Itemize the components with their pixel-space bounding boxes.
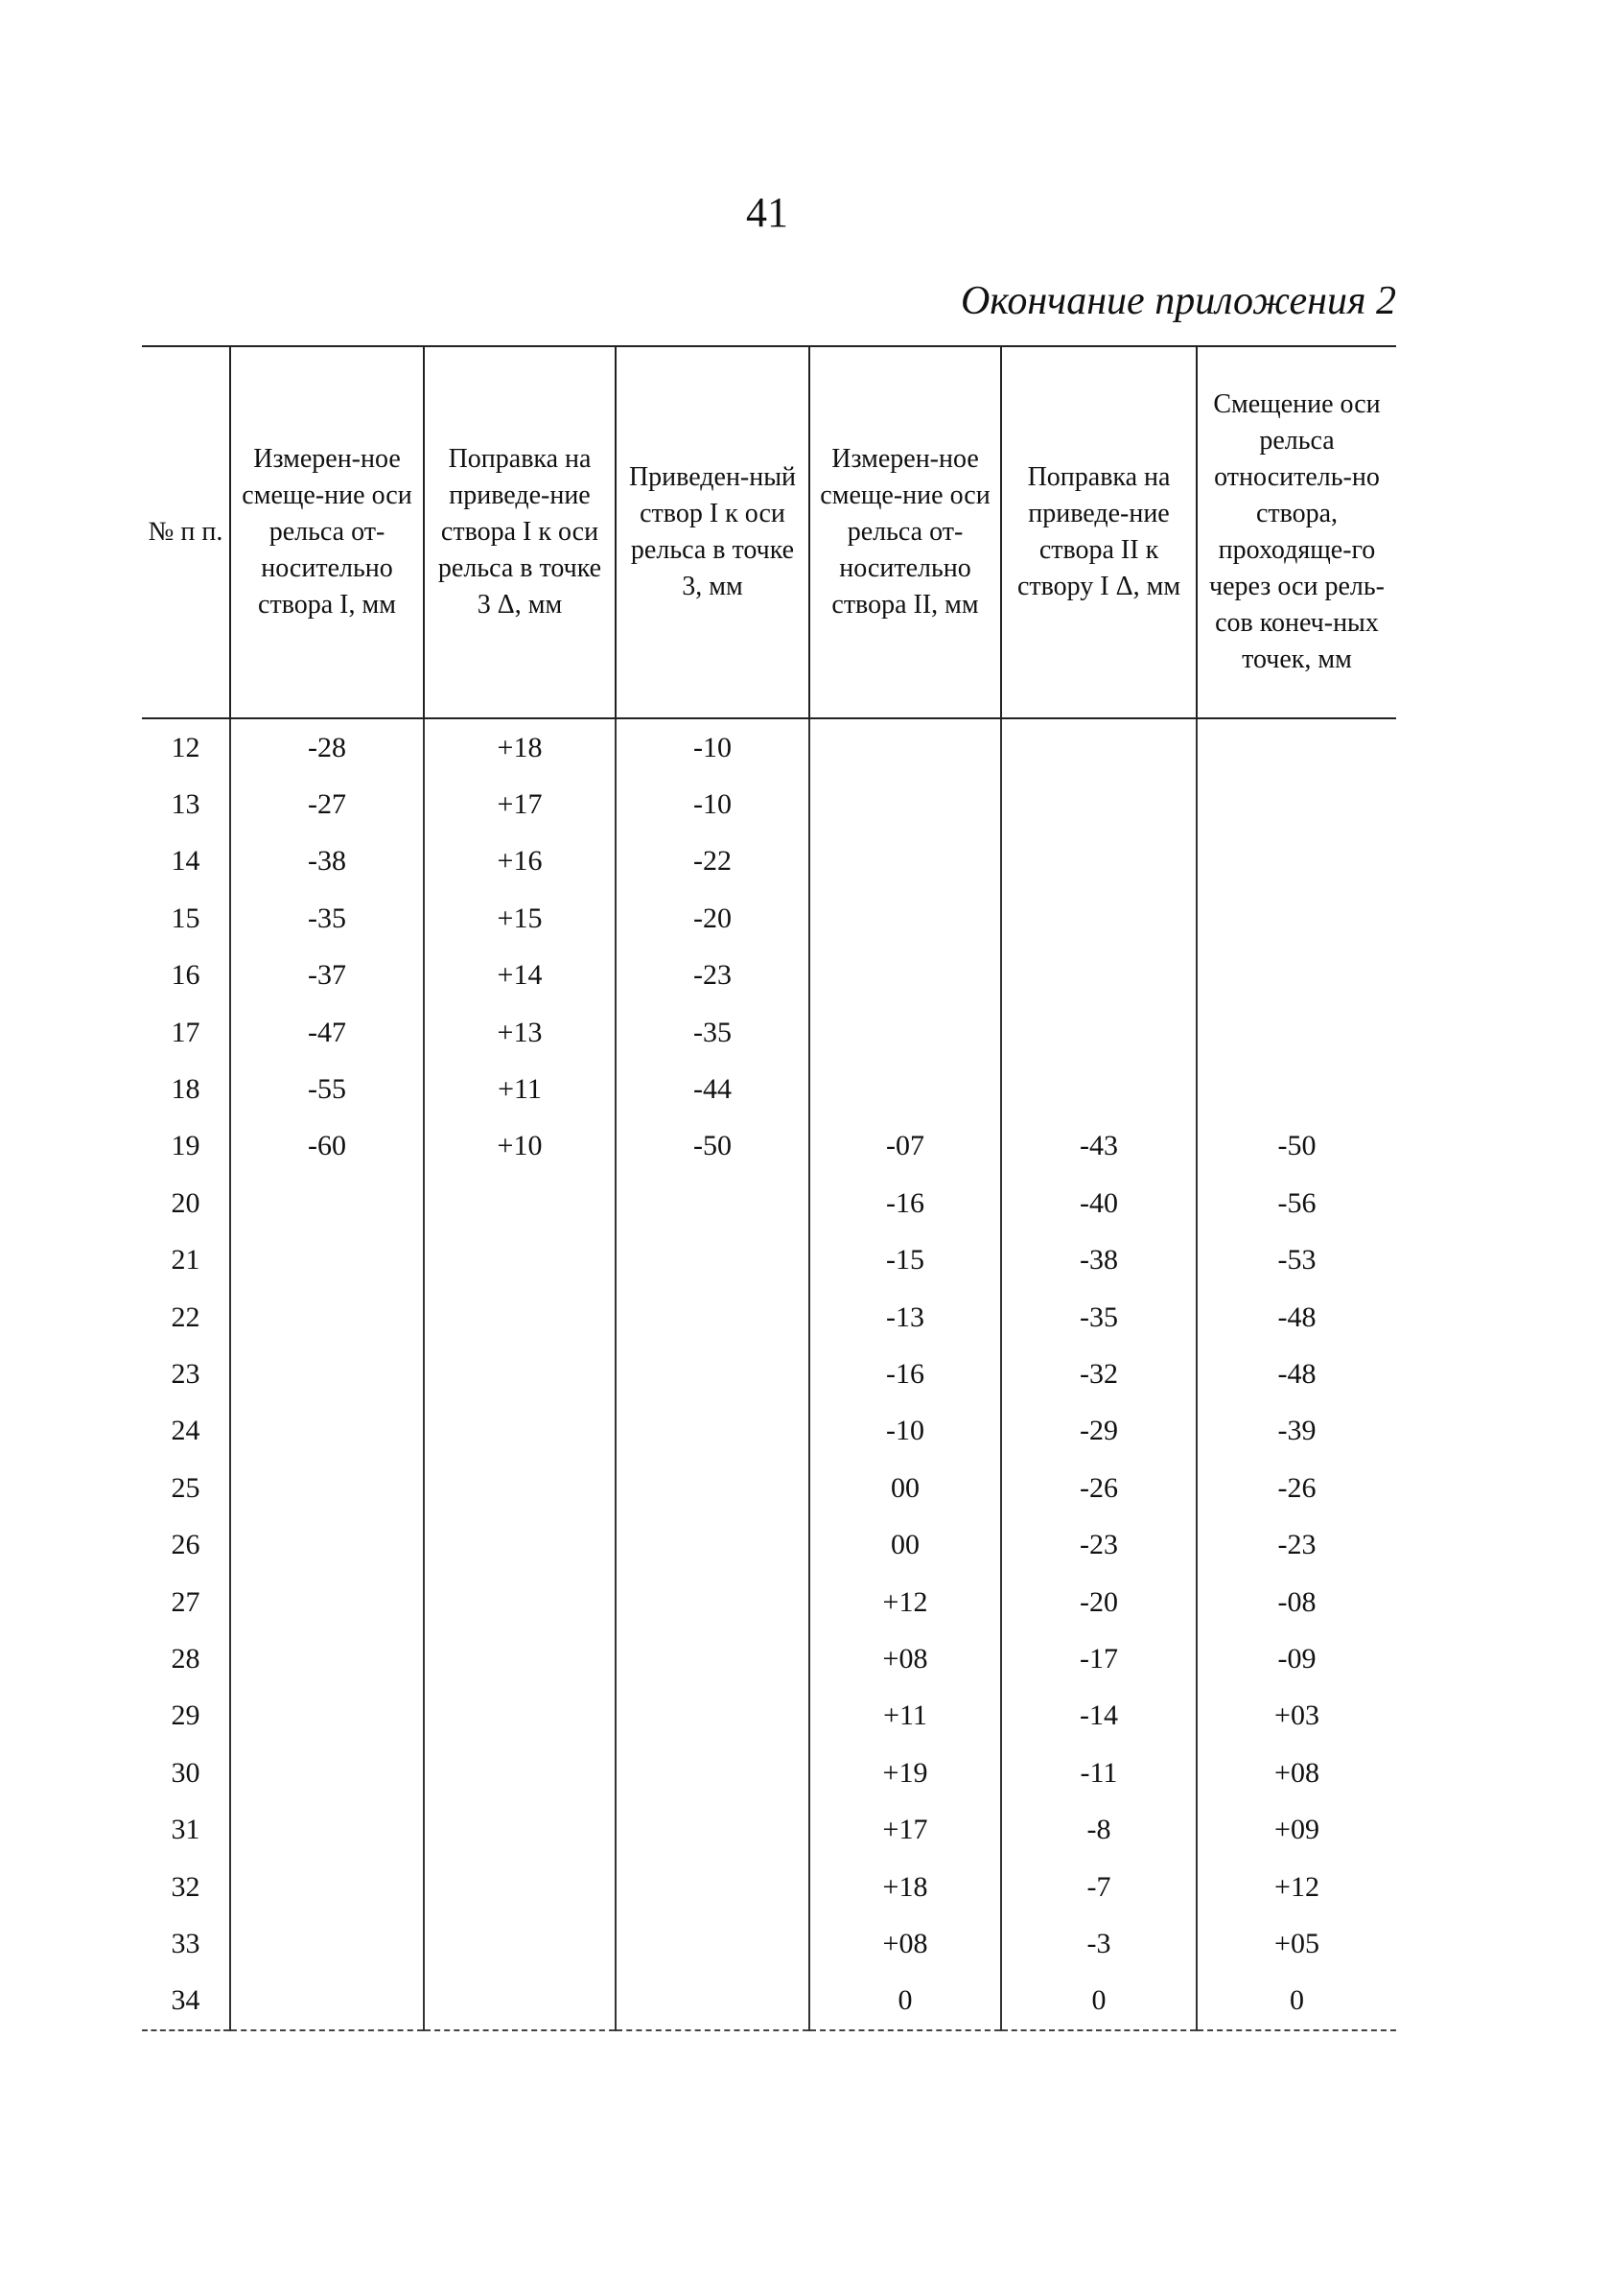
table-cell — [230, 1516, 424, 1573]
table-cell — [1197, 1061, 1396, 1117]
table-cell: -26 — [1001, 1460, 1197, 1516]
table-row — [142, 1232, 1396, 1289]
table-row — [142, 1801, 1396, 1858]
table-cell: -10 — [809, 1403, 1001, 1460]
table-cell: -07 — [809, 1118, 1001, 1175]
table-cell: +09 — [1197, 1801, 1396, 1858]
table-cell — [424, 1915, 616, 1972]
table-row — [142, 718, 1396, 776]
table-cell: -11 — [1001, 1745, 1197, 1801]
table-cell — [616, 1289, 809, 1346]
table-cell — [616, 1232, 809, 1289]
table-cell: -55 — [230, 1061, 424, 1117]
table-cell: -17 — [1001, 1630, 1197, 1687]
table-cell: -38 — [230, 833, 424, 890]
table-cell — [616, 1403, 809, 1460]
table-cell: 27 — [171, 1585, 200, 1618]
table-cell — [230, 1460, 424, 1516]
table-row — [142, 833, 1396, 890]
table-cell: -26 — [1197, 1460, 1396, 1516]
table-cell: -8 — [1001, 1801, 1197, 1858]
table-cell — [230, 1403, 424, 1460]
table-cell: 31 — [171, 1814, 200, 1846]
table-cell: 19 — [171, 1130, 200, 1162]
table-cell — [616, 1630, 809, 1687]
table-row — [142, 1118, 1396, 1175]
table-cell: -08 — [1197, 1574, 1396, 1630]
table-cell: -39 — [1197, 1403, 1396, 1460]
table-cell: -38 — [1001, 1232, 1197, 1289]
table-cell: 18 — [171, 1073, 200, 1106]
table-cell — [616, 1516, 809, 1573]
header-row-number: № п п. — [142, 346, 230, 718]
table-cell: +15 — [424, 890, 616, 947]
table-cell: -37 — [230, 948, 424, 1004]
table-cell — [230, 1973, 424, 2030]
table-cell — [230, 1175, 424, 1231]
table-cell: +08 — [809, 1915, 1001, 1972]
table-cell: 00 — [809, 1460, 1001, 1516]
table-cell: +16 — [424, 833, 616, 890]
table-cell — [1001, 776, 1197, 832]
table-cell — [616, 1346, 809, 1402]
table-cell: -14 — [1001, 1688, 1197, 1745]
table-row — [142, 1004, 1396, 1061]
table-cell: -22 — [616, 833, 809, 890]
table-cell — [809, 776, 1001, 832]
table-cell — [616, 1688, 809, 1745]
table-cell — [230, 1801, 424, 1858]
table-row — [142, 1915, 1396, 1972]
table-cell: +18 — [424, 718, 616, 776]
table-cell — [230, 1630, 424, 1687]
table-cell: -43 — [1001, 1118, 1197, 1175]
table-cell: +03 — [1197, 1688, 1396, 1745]
table-cell: +11 — [809, 1688, 1001, 1745]
table-row — [142, 1460, 1396, 1516]
table-cell — [424, 1516, 616, 1573]
table-cell: 24 — [171, 1415, 200, 1447]
table-cell: -53 — [1197, 1232, 1396, 1289]
table-cell: -23 — [1001, 1516, 1197, 1573]
table-row — [142, 1175, 1396, 1231]
table-cell — [230, 1346, 424, 1402]
table-cell — [230, 1232, 424, 1289]
table-cell: -35 — [616, 1004, 809, 1061]
table-cell — [809, 833, 1001, 890]
table-cell — [424, 1973, 616, 2030]
table-cell: -32 — [1001, 1346, 1197, 1402]
table-cell: 17 — [171, 1016, 200, 1048]
table-cell: -15 — [809, 1232, 1001, 1289]
table-cell: -3 — [1001, 1915, 1197, 1972]
table-cell — [1001, 1061, 1197, 1117]
table-cell: +18 — [809, 1859, 1001, 1915]
table-row — [142, 1346, 1396, 1402]
table-cell — [230, 1859, 424, 1915]
table-row — [142, 1289, 1396, 1346]
table-cell: 20 — [171, 1186, 200, 1219]
table-cell — [1001, 718, 1197, 776]
table-cell: -29 — [1001, 1403, 1197, 1460]
table-cell: -16 — [809, 1346, 1001, 1402]
table-cell: 13 — [171, 788, 200, 821]
table-cell: 32 — [171, 1870, 200, 1903]
header-correction-1: Поправка на приведе-ние створа I к оси рельса в точке 3 Δ, мм — [424, 346, 616, 718]
table-cell — [424, 1859, 616, 1915]
table-cell: -60 — [230, 1118, 424, 1175]
table-cell: -44 — [616, 1061, 809, 1117]
table-cell: -09 — [1197, 1630, 1396, 1687]
table-cell: 15 — [171, 902, 200, 934]
table-cell — [616, 1745, 809, 1801]
table-cell — [809, 1004, 1001, 1061]
table-cell: +14 — [424, 948, 616, 1004]
table-cell: -56 — [1197, 1175, 1396, 1231]
table-cell — [424, 1403, 616, 1460]
table-cell — [809, 948, 1001, 1004]
table-cell: -20 — [1001, 1574, 1197, 1630]
table-cell: 00 — [809, 1516, 1001, 1573]
table-row — [142, 1688, 1396, 1745]
table-cell — [230, 1574, 424, 1630]
table-cell: -23 — [1197, 1516, 1396, 1573]
table-cell — [424, 1745, 616, 1801]
table-cell — [616, 1915, 809, 1972]
table-cell — [424, 1232, 616, 1289]
table-cell: -7 — [1001, 1859, 1197, 1915]
table-cell: 33 — [171, 1927, 200, 1959]
table-cell — [424, 1289, 616, 1346]
table-cell — [809, 718, 1001, 776]
header-reduced-line-1: Приведен-ный створ I к оси рельса в точке 3, мм — [616, 346, 809, 718]
table-cell — [230, 1915, 424, 1972]
table-cell: 12 — [171, 731, 200, 763]
table-cell: -27 — [230, 776, 424, 832]
table-row — [142, 948, 1396, 1004]
table-cell: 21 — [171, 1244, 200, 1277]
table-cell: 28 — [171, 1642, 200, 1675]
table-cell: -20 — [616, 890, 809, 947]
table-row — [142, 1061, 1396, 1117]
table-cell — [616, 1859, 809, 1915]
table-row — [142, 1630, 1396, 1687]
table-cell: 29 — [171, 1699, 200, 1732]
table-cell: -35 — [1001, 1289, 1197, 1346]
table-cell — [809, 890, 1001, 947]
table-row — [142, 1403, 1396, 1460]
table-cell: -13 — [809, 1289, 1001, 1346]
table-cell: -48 — [1197, 1289, 1396, 1346]
table-cell — [1197, 776, 1396, 832]
table-row — [142, 1745, 1396, 1801]
table-cell — [1197, 833, 1396, 890]
data-table — [142, 345, 1396, 2031]
table-cell: +10 — [424, 1118, 616, 1175]
table-cell: +19 — [809, 1745, 1001, 1801]
table-cell — [230, 1745, 424, 1801]
header-correction-2: Поправка на приведе-ние створа II к створу I Δ, мм — [1001, 346, 1197, 718]
table-cell — [424, 1801, 616, 1858]
table-cell — [1197, 1004, 1396, 1061]
table-cell — [616, 1973, 809, 2030]
table-cell — [230, 1688, 424, 1745]
table-cell — [1197, 718, 1396, 776]
table-cell: 34 — [142, 1973, 230, 2030]
table-row — [142, 1859, 1396, 1915]
table-cell: -23 — [616, 948, 809, 1004]
table-cell: +13 — [424, 1004, 616, 1061]
table-cell: 0 — [1197, 1973, 1396, 2030]
table-cell: -35 — [230, 890, 424, 947]
header-measured-offset-2: Измерен-ное смеще-ние оси рельса от-носительно створа II, мм — [809, 346, 1001, 718]
table-cell: 16 — [171, 959, 200, 992]
table-cell — [809, 1061, 1001, 1117]
table-cell: 25 — [171, 1471, 200, 1504]
header-row — [142, 346, 1396, 718]
table-cell: +08 — [809, 1630, 1001, 1687]
table-cell — [230, 1289, 424, 1346]
table-cell: -48 — [1197, 1346, 1396, 1402]
table-cell — [616, 1574, 809, 1630]
table-row — [142, 1574, 1396, 1630]
table-cell — [616, 1175, 809, 1231]
table-cell: 23 — [171, 1357, 200, 1390]
table-cell: 14 — [171, 845, 200, 878]
header-final-offset: Смещение оси рельса относитель-но створа, проходяще-го через оси рель-сов конеч-ных точек, мм — [1197, 346, 1396, 718]
table-cell — [424, 1630, 616, 1687]
table-cell — [1001, 1004, 1197, 1061]
table-cell — [424, 1574, 616, 1630]
table-cell: -10 — [616, 776, 809, 832]
table-cell: -16 — [809, 1175, 1001, 1231]
table-cell: -50 — [1197, 1118, 1396, 1175]
table-cell: +11 — [424, 1061, 616, 1117]
table-body — [142, 718, 1396, 2030]
table-cell — [1197, 890, 1396, 947]
table-cell: -50 — [616, 1118, 809, 1175]
table-cell — [1197, 948, 1396, 1004]
table-cell: +12 — [809, 1574, 1001, 1630]
table-row — [142, 776, 1396, 832]
table-cell: +05 — [1197, 1915, 1396, 1972]
appendix-caption: Окончание приложения 2 — [960, 279, 1396, 323]
table-row — [142, 890, 1396, 947]
table-cell — [1001, 833, 1197, 890]
table-cell: +17 — [424, 776, 616, 832]
table-cell — [616, 1801, 809, 1858]
header-measured-offset-1: Измерен-ное смеще-ние оси рельса от-носительно створа I, мм — [230, 346, 424, 718]
table-cell: 0 — [809, 1973, 1001, 2030]
table-cell: -47 — [230, 1004, 424, 1061]
table-cell — [1001, 948, 1197, 1004]
table-cell: 22 — [171, 1300, 200, 1333]
table-cell: 0 — [1001, 1973, 1197, 2030]
table-row — [142, 1516, 1396, 1573]
table-cell — [424, 1175, 616, 1231]
table-cell — [424, 1688, 616, 1745]
table-cell: -40 — [1001, 1175, 1197, 1231]
table-cell: -28 — [230, 718, 424, 776]
table-cell: +17 — [809, 1801, 1001, 1858]
table-row — [142, 1973, 1396, 2030]
table-cell — [616, 1460, 809, 1516]
table-cell: -10 — [616, 718, 809, 776]
table-cell — [424, 1460, 616, 1516]
table-cell: 26 — [171, 1529, 200, 1561]
table-cell: +12 — [1197, 1859, 1396, 1915]
table-cell — [1001, 890, 1197, 947]
table-cell: 30 — [171, 1756, 200, 1789]
table-cell: +08 — [1197, 1745, 1396, 1801]
page-number: 41 — [746, 189, 788, 236]
table-cell — [424, 1346, 616, 1402]
